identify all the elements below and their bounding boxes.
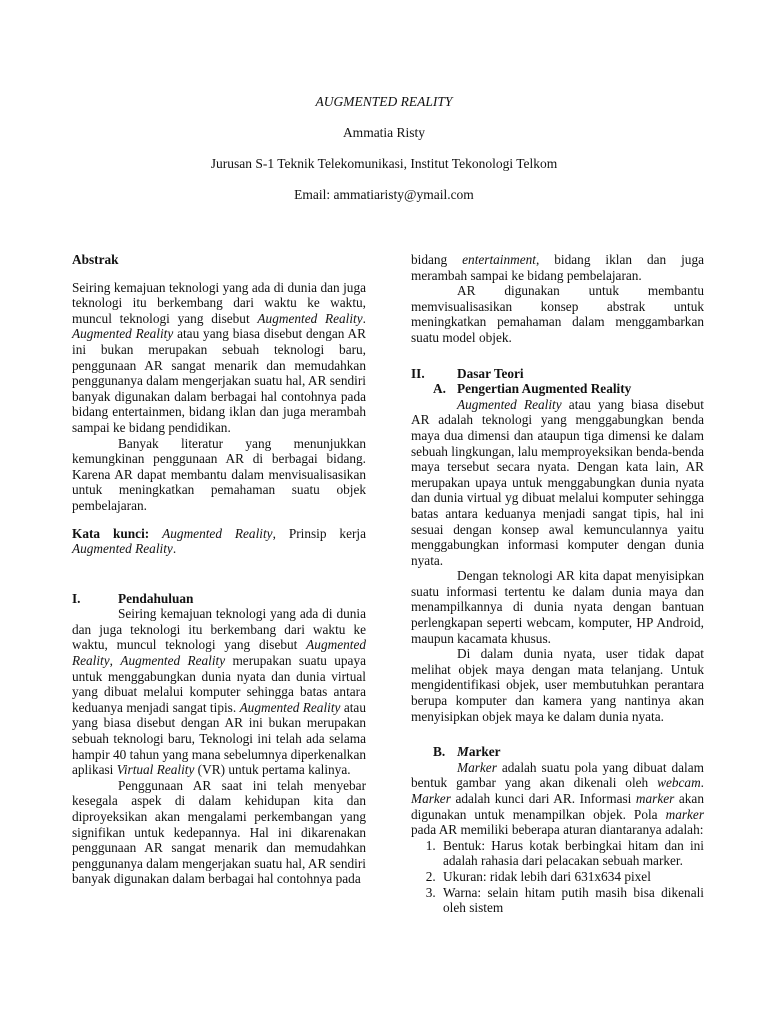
section-2-heading: II. Dasar Teori <box>411 365 524 381</box>
author-affiliation: Jurusan S-1 Teknik Telekomunikasi, Institut Tekonologi Telkom <box>210 156 558 171</box>
right-paragraph-1: bidang entertainment, bidang iklan dan juga merambah sampai ke bidang pembelajaran. <box>411 252 704 283</box>
author-email: Email: ammatiaristy@ymail.com <box>294 187 474 202</box>
subsection-a-paragraph-2: Dengan teknologi AR kita dapat menyisipkan suatu informasi tertentu ke dalam dunia maya dan menampilkannya di dunia nyata dengan bantuan perlengkapan seperti webcam, komputer, HP Android, maupun kacamata khusus. <box>411 568 704 646</box>
marker-rules-list <box>411 838 704 916</box>
paper-title: AUGMENTED REALITY <box>315 94 453 109</box>
left-column <box>72 252 366 887</box>
intro-paragraph-2: Penggunaan AR saat ini telah menyebar kesegala aspek di dalam kehidupan kita dan diproyeksikan akan mengalami perkembangan yang signifikan untuk kedepannya. Hal ini dikarenakan penggunaan AR sangat menarik dan memudahkan penggunanya dalam mengerjakan suatu hal, AR sendiri banyak digunakan dalam berbagai hal contohnya pada <box>72 777 366 887</box>
subsection-a-paragraph-3: Di dalam dunia nyata, user tidak dapat melihat objek maya dengan mata telanjang. Untuk mengidentifikasi objek, user membutuhkan perantara berupa komputer dan kamera yang nantinya akan menyisipkan objek maya ke dalam dunia nyata. <box>411 646 704 724</box>
right-paragraph-2: AR digunakan untuk membantu memvisualisasikan konsep abstrak untuk meningkatkan pemahaman dalam menggambarkan suatu model objek. <box>411 283 704 345</box>
author-name: Ammatia Risty <box>342 125 426 140</box>
paper-header <box>0 92 768 216</box>
abstract-paragraph-1: Seiring kemajuan teknologi yang ada di dunia dan juga teknologi itu berkembang dari waktu ke waktu, muncul teknologi yang disebut Augmented Reality. Augmented Reality atau yang biasa disebut dengan AR ini bukan merupakan sebuah teknologi baru, penggunaan AR sangat menarik dan memudahkan penggunanya dalam mengerjakan suatu hal, AR sendiri banyak digunakan dalam berbagai hal contohnya pada bidang entertainmen, bidang iklan dan juga merambah sampai ke bidang pendidikan. <box>72 279 366 435</box>
abstract-heading: Abstrak <box>72 252 119 267</box>
abstract-paragraph-2: Banyak literatur yang menunjukkan kemungkinan penggunaan AR di berbagai bidang. Karena AR dapat membantu dalam menvisualisasikan untuk meningkatkan pemahaman suatu objek pembelajaran. <box>72 435 366 513</box>
keywords: Kata kunci: Augmented Reality, Prinsip kerja Augmented Reality. <box>72 525 366 557</box>
section-1-heading: I. Pendahuluan <box>72 590 194 606</box>
subsection-a-heading: A. Pengertian Augmented Reality <box>433 381 632 397</box>
subsection-a-paragraph-1: Augmented Reality atau yang biasa disebut AR adalah teknologi yang menggabungkan benda maya dua dimensi dan ataupun tiga dimensi ke dalam sebuah lingkungan, lalu memproyeksikan benda-benda maya tersebut secara nyata. Dengan kata lain, AR merupakan upaya untuk menggabungkan dunia nyata dan dunia virtual yg dibuat melalui komputer sehingga batas antara keduanya menjadi sangat tipis, hal ini sesuai dengan konsep awal kemunculannya yaitu menggabungkan informasi komputer dengan dunia nyata. <box>411 396 704 568</box>
list-item: 2. Ukuran: ridak lebih dari 631x634 pixel <box>439 869 704 885</box>
intro-paragraph-1: Seiring kemajuan teknologi yang ada di dunia dan juga teknologi itu berkembang dari waktu ke waktu, muncul teknologi yang disebut Augmented Reality, Augmented Reality merupakan suatu upaya untuk menggabungkan dunia nyata dan dunia virtual yang dibuat melalui komputer sehingga batas antara keduanya menjadi sangat tipis. Augmented Reality atau yang biasa disebut dengan AR ini bukan merupakan sebuah teknologi baru, Teknologi ini telah ada selama hampir 40 tahun yang mana sebelumnya diperkenalkan aplikasi Virtual Reality (VR) untuk pertama kalinya. <box>72 606 366 778</box>
list-item: 3. Warna: selain hitam putih masih bisa dikenali oleh sistem <box>439 885 704 916</box>
subsection-b-paragraph-1: Marker adalah suatu pola yang dibuat dalam bentuk gambar yang akan dikenali oleh webcam. Marker adalah kunci dari AR. Informasi marker akan digunakan untuk menampilkan objek. Pola marker pada AR memiliki beberapa aturan diantaranya adalah: <box>411 759 704 838</box>
subsection-b-heading: B. Marker <box>433 744 501 760</box>
right-column <box>411 252 704 916</box>
list-item: 1. Bentuk: Harus kotak berbingkai hitam dan ini adalah rahasia dari pelacakan sebuah marker. <box>439 838 704 869</box>
